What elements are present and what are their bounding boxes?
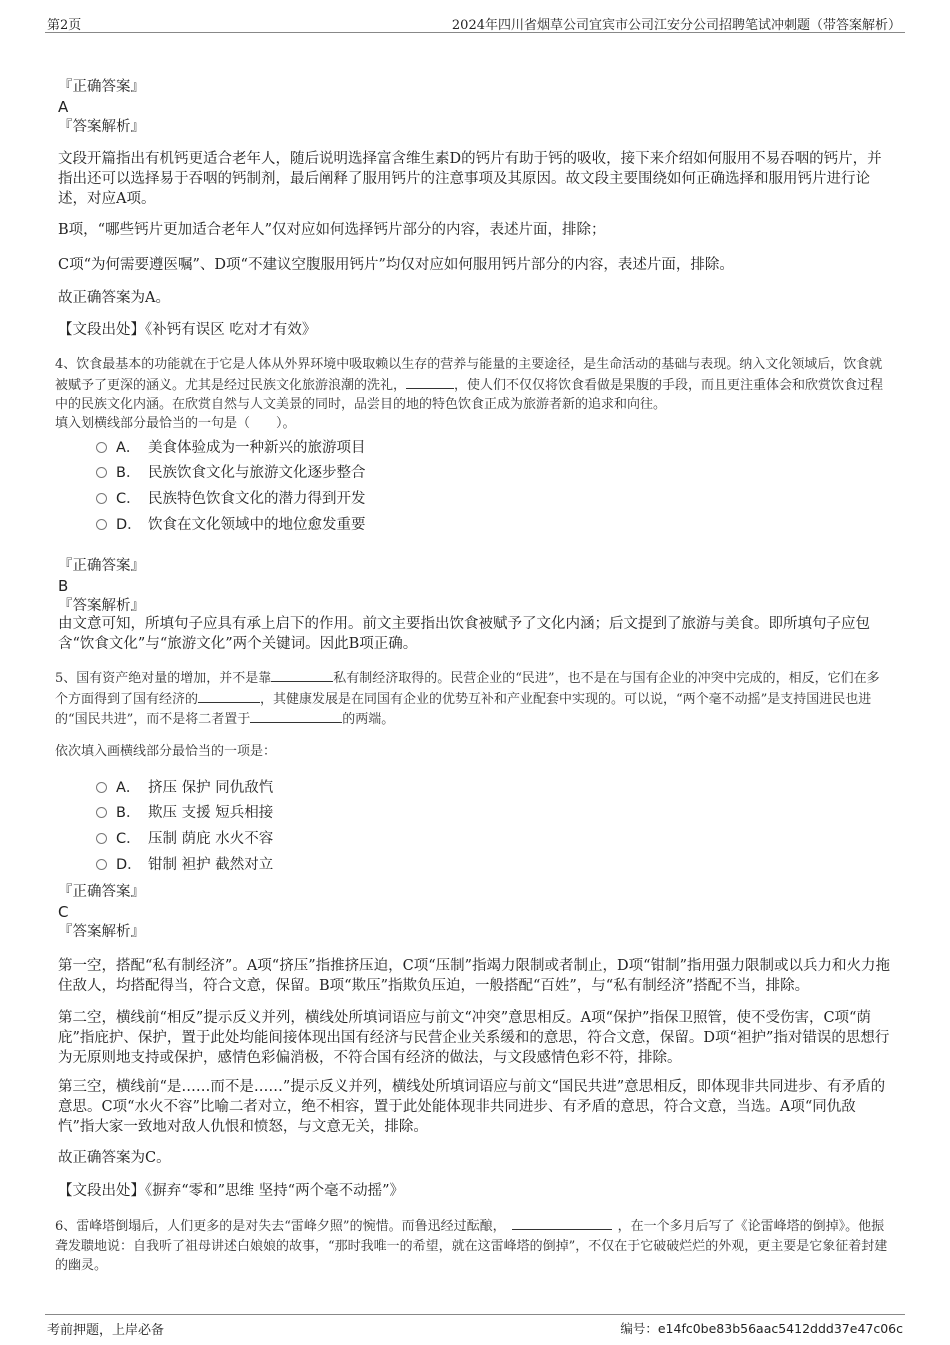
stem-text: 4、饮食最基本的功能就在于它是人体从外界环境中吸取赖以生存的营养与能量的主要途径，是生命活动的基础与表现。纳入文化领域后，饮食就被赋予了更深的涵义。尤其是经过民族文化旅游浪潮的洗礼， (55, 357, 883, 393)
analysis-paragraph: B项，“哪些钙片更加适合老年人”仅对应如何选择钙片部分的内容，表述片面，排除； (58, 222, 606, 238)
option-c[interactable]: C． 民族特色饮食文化的潜力得到开发 (96, 488, 366, 510)
radio-icon[interactable] (96, 519, 107, 530)
stem-text: ，使人们不仅仅将饮食看做是果腹的手段，而且更注重体会和欣赏饮食过程中的民族文化内涵。在欣赏自然与人文美景的同时，品尝目的地的特色饮食正成为旅游者新的追求和向往。 (55, 377, 884, 412)
blank-line (198, 689, 260, 703)
option-c[interactable]: C． 压制 荫庇 水火不容 (96, 828, 273, 850)
radio-icon[interactable] (96, 493, 107, 504)
blank-line (250, 709, 342, 723)
analysis-paragraph: 文段开篇指出有机钙更适合老年人，随后说明选择富含维生素D的钙片有助于钙的吸收，接下来介绍如何服用不易吞咽的钙片，并指出还可以选择易于吞咽的钙制剂，最后阐释了服用钙片的注意事项及其原因。故文段主要围绕如何正确选择和服用钙片进行论述，对应A项。 (58, 151, 882, 207)
option-a[interactable]: A． 挤压 保护 同仇敌忾 (96, 777, 273, 799)
analysis-label: 『答案解析』 (58, 598, 145, 614)
analysis-paragraph: 故正确答案为A。 (58, 290, 170, 306)
question-6-stem: 6、雷峰塔倒塌后，人们更多的是对失去“雷峰夕照”的惋惜。而鲁迅经过酝酿， ，在一个多月后写了《论雷峰塔的倒掉》。他振聋发聩地说：自我听了祖母讲述白娘娘的故事，“那时我唯一的希望，就在这雷峰塔的倒掉”，不仅在于它破破烂烂的外观，更主要是它象征着封建的幽灵。 (55, 1216, 890, 1276)
answer-value: B (58, 577, 69, 595)
analysis-paragraph: 第三空，横线前“是……而不是……”提示反义并列，横线处所填词语应与前文“国民共进”意思相反，即体现非共同进步、有矛盾的意思。C项“水火不容”比喻二者对立，绝不相容，置于此处能体现非共同进步、有矛盾的意思，符合文意，当选。A项“同仇敌忾”指大家一致地对敌人仇恨和愤怒，与文意无关，排除。 (58, 1079, 886, 1135)
answer-value: C (58, 903, 69, 921)
radio-icon[interactable] (96, 782, 107, 793)
answer-label: 『正确答案』 (58, 558, 145, 574)
analysis-paragraph: 第二空，横线前“相反”提示反义并列，横线处所填词语应与前文“冲突”意思相反。A项“保护”指保卫照管，使不受伤害，C项“荫庇”指庇护、保护，置于此处均能间接体现出国有经济与民营企业关系缓和的意思，符合文意，保留。D项“袒护”指对错误的思想行为无原则地支持或保护，感情色彩偏消极，不符合国有经济的做法，与文段感情色彩不符，排除。 (58, 1010, 890, 1066)
analysis-label: 『答案解析』 (58, 924, 145, 940)
answer-value: A (58, 98, 69, 116)
blank-line (512, 1216, 612, 1230)
question-4-stem (55, 355, 890, 415)
analysis-paragraph: 故正确答案为C。 (58, 1150, 171, 1166)
radio-icon[interactable] (96, 442, 107, 453)
option-a[interactable]: A． 美食体验成为一种新兴的旅游项目 (96, 437, 366, 459)
source-citation: 【文段出处】《摒弃“零和”思维 坚持“两个毫不动摇”》 (58, 1183, 405, 1199)
option-d[interactable]: D． 钳制 袒护 截然对立 (96, 854, 273, 876)
option-d[interactable]: D． 饮食在文化领域中的地位愈发重要 (96, 514, 366, 536)
answer-label: 『正确答案』 (58, 79, 145, 95)
option-b[interactable]: B． 民族饮食文化与旅游文化逐步整合 (96, 462, 366, 484)
page-number: 第2页 (47, 18, 82, 33)
analysis-paragraph: 第一空，搭配“私有制经济”。A项“挤压”指推挤压迫，C项“压制”指竭力限制或者制止，D项“钳制”指用强力限制或以兵力和火力拖住敌人，均搭配得当，符合文意，保留。B项“欺压”指欺负压迫，一般搭配“百姓”，与“私有制经济”搭配不当，排除。 (58, 958, 890, 994)
page-header (45, 12, 905, 33)
radio-icon[interactable] (96, 833, 107, 844)
question-4-prompt: 填入划横线部分最恰当的一句是（ ）。 (55, 416, 296, 431)
page-footer (45, 1314, 905, 1337)
question-5-prompt: 依次填入画横线部分最恰当的一项是： (55, 744, 277, 759)
radio-icon[interactable] (96, 467, 107, 478)
document-code: 编号：e14fc0be83b56aac5412ddd37e47c06c (620, 1321, 903, 1336)
document-title: 2024年四川省烟草公司宜宾市公司江安分公司招聘笔试冲刺题（带答案解析） (451, 18, 901, 33)
question-5-stem: 5、国有资产绝对量的增加，并不是靠 私有制经济取得的。民营企业的“民进”，也不是在与国有企业的冲突中完成的，相反，它们在多个方面得到了国有经济的 ，其健康发展是在同国有企业的优势互补和产业配套中实现的。可以说，“两个毫不动摇”是支持国进民也进的“国民共进”，而不是将二者置于 的两端。 (55, 668, 890, 730)
option-b[interactable]: B． 欺压 支援 短兵相接 (96, 802, 273, 824)
analysis-label: 『答案解析』 (58, 119, 145, 135)
blank-line (271, 668, 333, 682)
analysis-paragraph: C项“为何需要遵医嘱”、D项“不建议空腹服用钙片”均仅对应如何服用钙片部分的内容，表述片面，排除。 (58, 257, 734, 273)
radio-icon[interactable] (96, 859, 107, 870)
analysis-paragraph: 由文意可知，所填句子应具有承上启下的作用。前文主要指出饮食被赋予了文化内涵；后文提到了旅游与美食。即所填句子应包含“饮食文化”与“旅游文化”两个关键词。因此B项正确。 (58, 616, 870, 652)
source-citation: 【文段出处】《补钙有误区 吃对才有效》 (58, 322, 317, 338)
footer-slogan: 考前押题，上岸必备 (47, 1323, 165, 1338)
blank-line (406, 375, 454, 389)
answer-label: 『正确答案』 (58, 884, 145, 900)
radio-icon[interactable] (96, 807, 107, 818)
